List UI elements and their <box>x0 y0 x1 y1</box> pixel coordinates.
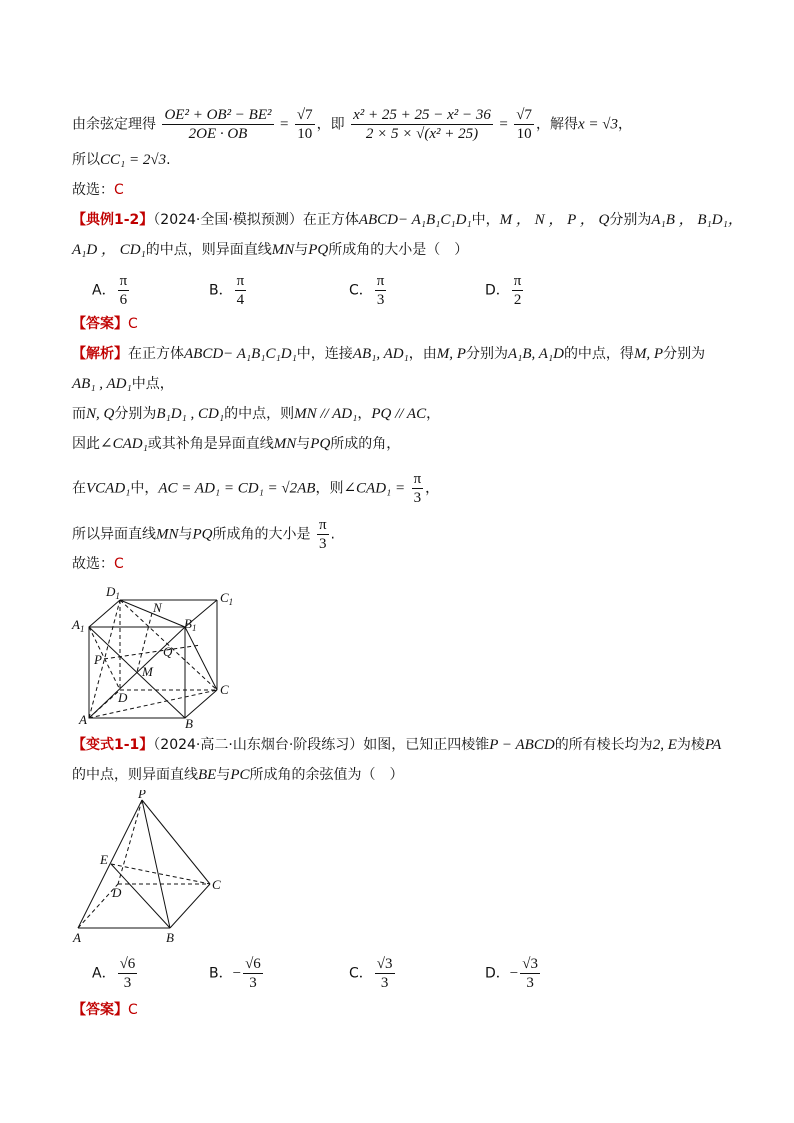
text: 与 <box>296 436 311 452</box>
denominator: 3 <box>526 975 534 991</box>
math: M, P <box>633 346 664 362</box>
analysis-line5 <box>72 470 439 507</box>
option-key: A． <box>92 282 116 299</box>
text: 分别为 <box>465 346 508 362</box>
math: PC <box>230 767 250 783</box>
math: MN <box>156 526 179 543</box>
math: PQ <box>308 242 329 258</box>
numerator: π <box>413 471 422 487</box>
variant-tag: 【变式1-1】 <box>72 737 154 753</box>
text: . <box>166 152 171 168</box>
solution-line-cc1 <box>72 150 171 170</box>
option-key: C． <box>349 282 373 299</box>
numerator: √7 <box>516 107 532 123</box>
text: 中点， <box>131 376 174 392</box>
option-key: B． <box>209 965 233 982</box>
math: ABCD− A₁B₁C₁D₁ <box>184 346 297 362</box>
option-key: D． <box>485 282 510 299</box>
numerator: π <box>318 517 327 533</box>
math: MN // AD₁ <box>294 406 358 422</box>
numerator: √3 <box>376 956 393 972</box>
fraction-cos-expr <box>162 106 273 143</box>
variant-1-1-line1 <box>72 735 721 755</box>
text: 分别为 <box>114 406 157 422</box>
option-a[interactable] <box>92 272 131 309</box>
denominator: 3 <box>318 536 327 552</box>
text: （2024·全国·模拟预测）在正方体 <box>153 212 359 228</box>
text: 所成的角， <box>330 436 401 452</box>
text: 所以 <box>72 152 100 168</box>
label-d: D <box>112 885 122 900</box>
analysis-line4 <box>72 434 400 454</box>
analysis-line1 <box>72 344 705 364</box>
text: 中， <box>130 480 159 497</box>
math: M, P <box>436 346 466 362</box>
text: ，解得 <box>536 116 578 133</box>
text: 所成角的大小是 <box>212 526 311 543</box>
denominator: 3 <box>249 975 257 991</box>
math: B₁D₁ , CD₁ <box>156 406 225 422</box>
denominator: 3 <box>376 292 385 308</box>
text: 与 <box>294 242 309 258</box>
numerator: x² + 25 + 25 − x² − 36 <box>353 107 491 123</box>
label-c1: $C_1$ <box>220 590 234 607</box>
label-d1: $D_1$ <box>106 584 120 601</box>
text: 中，连接 <box>296 346 353 362</box>
denominator: 2 <box>513 292 522 308</box>
text: . <box>330 526 335 543</box>
solution-line-cosine <box>72 106 632 143</box>
sign: − <box>509 965 519 982</box>
label-m: M <box>142 664 153 679</box>
option-c[interactable] <box>349 955 397 992</box>
numerator: √7 <box>296 107 313 123</box>
analysis-line3 <box>72 404 440 424</box>
text: 或其补角是异面直线 <box>147 436 274 452</box>
math: PQ <box>192 526 213 543</box>
numerator: π <box>376 273 385 289</box>
text: ，即 <box>316 116 345 133</box>
label-d: D <box>118 690 128 705</box>
label-a1: $A_1$ <box>72 617 85 634</box>
text: 所成角的大小是（ ） <box>328 242 469 258</box>
text: （2024·高二·山东烟台·阶段练习）如图，已知正四棱锥 <box>153 737 490 753</box>
fraction-substituted <box>351 106 493 143</box>
text: 所以异面直线 <box>72 526 156 543</box>
label-a: A <box>79 712 87 727</box>
answer-tag: 【答案】 <box>72 316 128 332</box>
math: P − ABCD <box>489 737 555 753</box>
text: 为棱 <box>676 737 705 753</box>
answer-letter: C <box>114 182 124 198</box>
math: A₁D ， CD₁ <box>72 242 146 258</box>
label-c: C <box>220 682 229 697</box>
choice-line <box>72 180 124 200</box>
example-tag: 【典例1-2】 <box>72 212 154 228</box>
answer-tag: 【答案】 <box>72 1002 128 1018</box>
math: A₁B, A₁D <box>507 346 564 362</box>
text: ， <box>426 406 441 422</box>
answer-letter: C <box>128 316 138 332</box>
text: 在 <box>72 480 86 497</box>
text: ，由 <box>408 346 437 362</box>
math: ∠CAD₁ <box>100 436 148 452</box>
choice-line-2 <box>72 554 124 574</box>
text: 的中点，得 <box>563 346 634 362</box>
fraction-sqrt7-10 <box>295 106 315 143</box>
math: 2, E <box>652 737 677 753</box>
text: 故选： <box>72 556 114 572</box>
math: x = √3 <box>578 116 619 133</box>
option-key: D． <box>485 965 510 982</box>
text: 的中点，则异面直线 <box>72 767 198 783</box>
math: CC₁ = 2√3 <box>100 152 167 168</box>
variant-1-1-line2 <box>72 765 404 785</box>
analysis-line2 <box>72 374 174 394</box>
numerator: π <box>119 273 128 289</box>
denominator: 3 <box>413 490 422 506</box>
equals: = <box>499 116 508 133</box>
label-c: C <box>212 877 221 892</box>
text: 分别为 <box>609 212 652 228</box>
label-p: P <box>94 652 102 667</box>
answer-letter: C <box>114 556 124 572</box>
fraction-pi-3 <box>412 470 424 507</box>
label-a: A <box>73 930 81 945</box>
denominator: 10 <box>297 126 313 142</box>
pyramid-figure <box>70 790 230 948</box>
option-b[interactable] <box>209 955 265 992</box>
text: 在正方体 <box>128 346 184 362</box>
text: 与 <box>216 767 231 783</box>
example-1-2-line1 <box>72 210 743 230</box>
text: 分别为 <box>663 346 706 362</box>
option-b[interactable] <box>209 272 248 309</box>
math: BE <box>198 767 217 783</box>
math: N, Q <box>86 406 115 422</box>
variant-answer-line <box>72 1000 138 1020</box>
analysis-line6 <box>72 516 335 553</box>
numerator: √6 <box>245 956 261 972</box>
option-key: A． <box>92 965 116 982</box>
math: ABCD− A₁B₁C₁D₁ <box>358 212 472 228</box>
math: AB₁, AD₁ <box>352 346 409 362</box>
sign: − <box>232 965 242 982</box>
math: VCAD₁ <box>86 480 131 497</box>
label-n: N <box>153 600 162 615</box>
math: AC = AD₁ = CD₁ = √2AB <box>158 480 316 497</box>
text: ，则 <box>315 480 344 497</box>
text: ， <box>618 116 633 133</box>
denominator: 2 × 5 × √(x² + 25) <box>365 126 479 142</box>
text: 而 <box>72 406 86 422</box>
math: MN <box>271 242 295 258</box>
option-a[interactable] <box>92 955 139 992</box>
option-d[interactable] <box>485 272 525 309</box>
denominator: 3 <box>380 975 389 991</box>
math: ∠CAD₁ = <box>343 480 406 497</box>
text: 因此 <box>72 436 100 452</box>
denominator: 4 <box>236 292 245 308</box>
numerator: π <box>236 273 245 289</box>
text: 与 <box>178 526 193 543</box>
numerator: π <box>513 273 522 289</box>
equals: = <box>279 116 289 133</box>
math: AB₁ , AD₁ <box>72 376 132 392</box>
label-p: P <box>138 790 146 801</box>
example-1-2-line2 <box>72 240 468 260</box>
text: 中， <box>471 212 500 228</box>
label-b: B <box>185 716 193 730</box>
numerator: √3 <box>522 956 538 972</box>
option-d[interactable] <box>485 955 542 992</box>
numerator: OE² + OB² − BE² <box>164 107 272 123</box>
fraction-sqrt7-10-b <box>514 106 534 143</box>
text: 的中点，则异面直线 <box>145 242 272 258</box>
math: PQ <box>310 436 331 452</box>
label-b1: $B_1$ <box>184 616 197 633</box>
math: M ， N ， P ， Q <box>499 212 610 228</box>
label-e: E <box>100 852 108 867</box>
text: ， <box>357 406 372 422</box>
math: PA <box>704 737 722 753</box>
fraction-pi-3-b <box>317 516 329 553</box>
numerator: √6 <box>119 956 136 972</box>
math: A₁B ， B₁D₁， <box>651 212 743 228</box>
math: MN <box>273 436 297 452</box>
option-key: B． <box>209 282 233 299</box>
denominator: 3 <box>123 975 132 991</box>
denominator: 10 <box>516 126 532 142</box>
text: 的中点，则 <box>224 406 295 422</box>
math: PQ // AC <box>371 406 427 422</box>
text: 的所有棱长均为 <box>554 737 653 753</box>
label-b: B <box>166 930 174 945</box>
analysis-tag: 【解析】 <box>72 346 128 362</box>
text: 所成角的余弦值为（ ） <box>249 767 404 783</box>
text: ， <box>425 480 440 497</box>
text: 故选： <box>72 182 114 198</box>
answer-line <box>72 314 138 334</box>
denominator: 2OE · OB <box>188 126 248 142</box>
cube-figure <box>70 582 250 730</box>
denominator: 6 <box>119 292 128 308</box>
label-q: Q <box>163 644 173 659</box>
text: 由余弦定理得 <box>72 116 156 133</box>
option-c[interactable] <box>349 272 388 309</box>
answer-letter: C <box>128 1002 138 1018</box>
option-key: C． <box>349 965 373 982</box>
